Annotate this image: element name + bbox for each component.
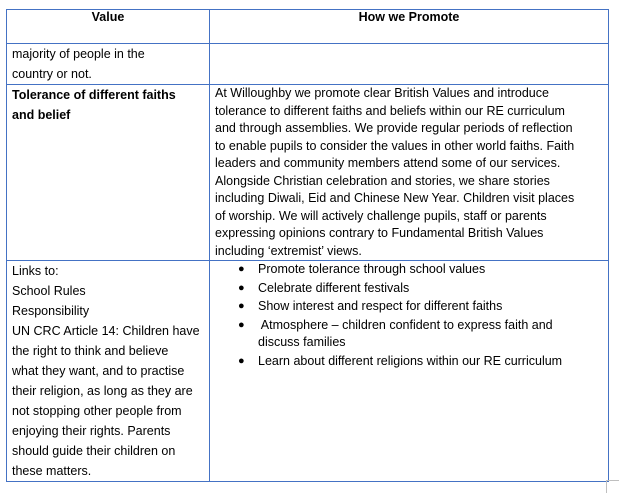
links-value-line: Responsibility bbox=[12, 304, 90, 318]
bullet-line: Show interest and respect for different faiths bbox=[258, 299, 503, 313]
values-table bbox=[6, 9, 609, 482]
links-value-line: not stopping other people from bbox=[12, 404, 182, 418]
bullet-icon: ● bbox=[238, 263, 245, 275]
bullet-icon: ● bbox=[238, 318, 245, 331]
links-value-line: their religion, as long as they are bbox=[12, 384, 193, 398]
table-row-tolerance bbox=[7, 85, 609, 261]
tolerance-promote-line: including Diwali, Eid and Chinese New Year. Children visit places bbox=[215, 191, 575, 205]
links-value-line: what they want, and to practise bbox=[12, 364, 185, 378]
tolerance-value-cell bbox=[7, 85, 210, 261]
list-item bbox=[236, 298, 603, 316]
table-header-row bbox=[7, 10, 609, 44]
links-value-line: Links to: bbox=[12, 264, 59, 278]
header-how-we-promote: How we Promote bbox=[210, 10, 609, 44]
tolerance-promote-line: leaders and community members attend some of our services. bbox=[215, 156, 561, 170]
tolerance-promote-line: At Willoughby we promote clear British Values and introduce bbox=[215, 86, 549, 100]
bullet-line: Promote tolerance through school values bbox=[258, 262, 486, 276]
list-item bbox=[236, 317, 603, 352]
links-value-line: School Rules bbox=[12, 284, 86, 298]
tolerance-value-line: and belief bbox=[12, 108, 71, 122]
list-item bbox=[236, 280, 603, 298]
page-corner-mark bbox=[606, 480, 619, 493]
continuation-value-cell bbox=[7, 44, 210, 85]
table-row-continuation bbox=[7, 44, 609, 85]
links-value-line: UN CRC Article 14: Children have bbox=[12, 324, 200, 338]
tolerance-promote-line: and through assemblies. We provide regular periods of reflection bbox=[215, 121, 573, 135]
bullet-line: discuss families bbox=[258, 335, 346, 349]
continuation-promote-cell bbox=[210, 44, 609, 85]
tolerance-promote-line: tolerance to different faiths and beliefs within our RE curriculum bbox=[215, 103, 565, 118]
list-item bbox=[236, 353, 603, 371]
tolerance-promote-line: of worship. We will actively challenge pupils, staff or parents bbox=[215, 208, 547, 223]
bullet-icon: ● bbox=[238, 281, 245, 294]
links-promote-cell bbox=[210, 261, 609, 482]
header-value: Value bbox=[7, 10, 210, 44]
promote-bullet-list bbox=[215, 261, 603, 370]
links-value-line: enjoying their rights. Parents bbox=[12, 424, 171, 438]
continuation-value-line: majority of people in the bbox=[12, 47, 145, 61]
tolerance-promote-line: Alongside Christian celebration and stories, we share stories bbox=[215, 173, 550, 188]
links-value-line: these matters. bbox=[12, 464, 92, 478]
bullet-line: Learn about different religions within our RE curriculum bbox=[258, 353, 563, 368]
table-row-links bbox=[7, 261, 609, 482]
tolerance-promote-cell bbox=[210, 85, 609, 261]
bullet-line: Atmosphere – children confident to express faith and bbox=[258, 317, 553, 332]
bullet-icon: ● bbox=[238, 354, 245, 367]
links-value-line: should guide their children on bbox=[12, 444, 176, 458]
tolerance-promote-line: including ‘extremist’ views. bbox=[215, 243, 362, 258]
tolerance-promote-line: expressing opinions contrary to Fundamental British Values bbox=[215, 226, 544, 240]
tolerance-promote-line: to enable pupils to consider the values in other world faiths. Faith bbox=[215, 138, 575, 153]
bullet-line: Celebrate different festivals bbox=[258, 280, 410, 295]
list-item bbox=[236, 261, 603, 279]
links-value-line: the right to think and believe bbox=[12, 344, 169, 358]
tolerance-value-line: Tolerance of different faiths bbox=[12, 88, 176, 102]
links-value-cell bbox=[7, 261, 210, 482]
bullet-icon: ● bbox=[238, 300, 245, 312]
continuation-value-line: country or not. bbox=[12, 67, 92, 81]
